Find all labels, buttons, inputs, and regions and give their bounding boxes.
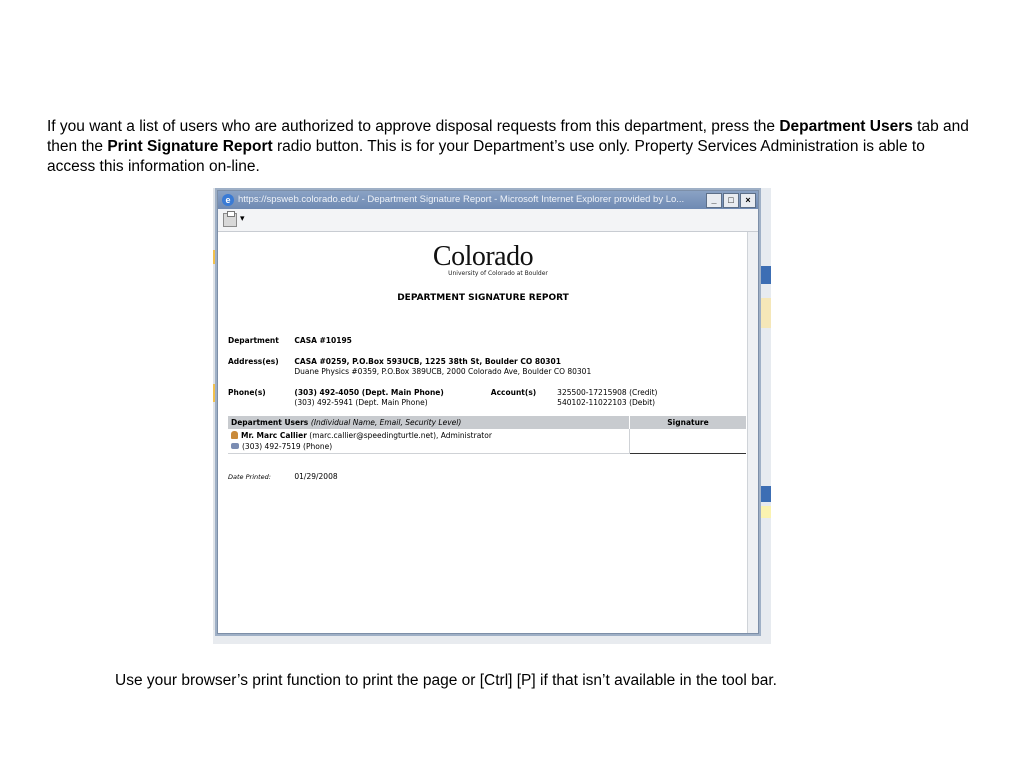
users-column-header bbox=[228, 416, 630, 429]
phone-line-1: (303) 492-4050 (Dept. Main Phone) bbox=[294, 388, 444, 397]
user-name: Mr. Marc Callier bbox=[241, 431, 307, 440]
minimize-button[interactable]: _ bbox=[706, 193, 722, 208]
users-header-note: (Individual Name, Email, Security Level) bbox=[310, 418, 462, 427]
intro-bold-department-users: Department Users bbox=[779, 118, 913, 135]
table-row bbox=[228, 429, 746, 454]
print-dropdown-chevron-icon[interactable]: ▾ bbox=[240, 213, 245, 223]
print-icon[interactable] bbox=[223, 213, 237, 227]
address-line-1: CASA #0259, P.O.Box 593UCB, 1225 38th St, Boulder CO 80301 bbox=[294, 357, 561, 366]
account-line-1: 325500-17215908 (Credit) bbox=[557, 388, 658, 397]
close-button[interactable]: × bbox=[740, 193, 756, 208]
address-label: Address(es) bbox=[228, 357, 279, 366]
phone-icon bbox=[231, 443, 239, 449]
account-label: Account(s) bbox=[490, 388, 537, 397]
browser-title-text: https://spsweb.colorado.edu/ - Department Signature Report - Microsoft Internet Explorer provided by Lo... bbox=[238, 194, 685, 205]
university-logo-subtitle: University of Colorado at Boulder bbox=[448, 270, 548, 277]
department-users-table bbox=[228, 416, 746, 454]
browser-title-bar[interactable] bbox=[218, 191, 758, 209]
user-cell bbox=[228, 429, 630, 454]
report-title: DEPARTMENT SIGNATURE REPORT bbox=[397, 293, 569, 303]
maximize-button[interactable]: □ bbox=[723, 193, 739, 208]
department-row bbox=[228, 336, 352, 345]
user-phone: (303) 492-7519 (Phone) bbox=[242, 442, 333, 451]
browser-window bbox=[217, 190, 759, 634]
address-line-2: Duane Physics #0359, P.O.Box 389UCB, 2000 Colorado Ave, Boulder CO 80301 bbox=[294, 367, 592, 376]
account-line-2: 540102-11022103 (Debit) bbox=[557, 398, 656, 407]
vertical-scrollbar[interactable] bbox=[747, 232, 758, 633]
signature-column-header: Signature bbox=[630, 416, 747, 429]
user-details: (marc.callier@speedingturtle.net), Administrator bbox=[309, 431, 492, 440]
intro-text-1: If you want a list of users who are authorized to approve disposal requests from this department, press the bbox=[47, 118, 780, 135]
date-printed-value: 01/29/2008 bbox=[294, 472, 338, 481]
intro-text-2: tab and then the bbox=[47, 118, 969, 155]
date-printed-row bbox=[228, 472, 338, 481]
intro-bold-print-signature-report: Print Signature Report bbox=[107, 138, 273, 155]
report-page bbox=[218, 232, 748, 633]
users-header-label: Department Users bbox=[231, 418, 309, 427]
internet-explorer-icon: e bbox=[222, 194, 234, 206]
university-logo: Colorado bbox=[432, 241, 534, 272]
intro-text-3: radio button. This is for your Department’s use only. Property Services Administration is able to access this information on-line. bbox=[47, 138, 925, 175]
phone-row bbox=[228, 388, 657, 407]
phone-label: Phone(s) bbox=[228, 388, 266, 397]
address-row bbox=[228, 357, 591, 376]
table-header-row bbox=[228, 416, 746, 429]
signature-cell bbox=[630, 429, 747, 454]
department-value: CASA #10195 bbox=[294, 336, 352, 345]
print-instruction-note: Use your browser’s print function to print the page or [Ctrl] [P] if that isn’t available in the tool bar. bbox=[115, 672, 777, 689]
window-controls bbox=[706, 193, 756, 208]
department-label: Department bbox=[228, 336, 279, 345]
intro-paragraph bbox=[47, 117, 972, 177]
browser-toolbar bbox=[218, 209, 758, 232]
phone-line-2: (303) 492-5941 (Dept. Main Phone) bbox=[294, 398, 428, 407]
date-printed-label: Date Printed: bbox=[228, 473, 271, 481]
person-icon bbox=[231, 431, 238, 439]
screenshot-frame bbox=[213, 188, 771, 644]
background-app-right bbox=[758, 188, 771, 644]
